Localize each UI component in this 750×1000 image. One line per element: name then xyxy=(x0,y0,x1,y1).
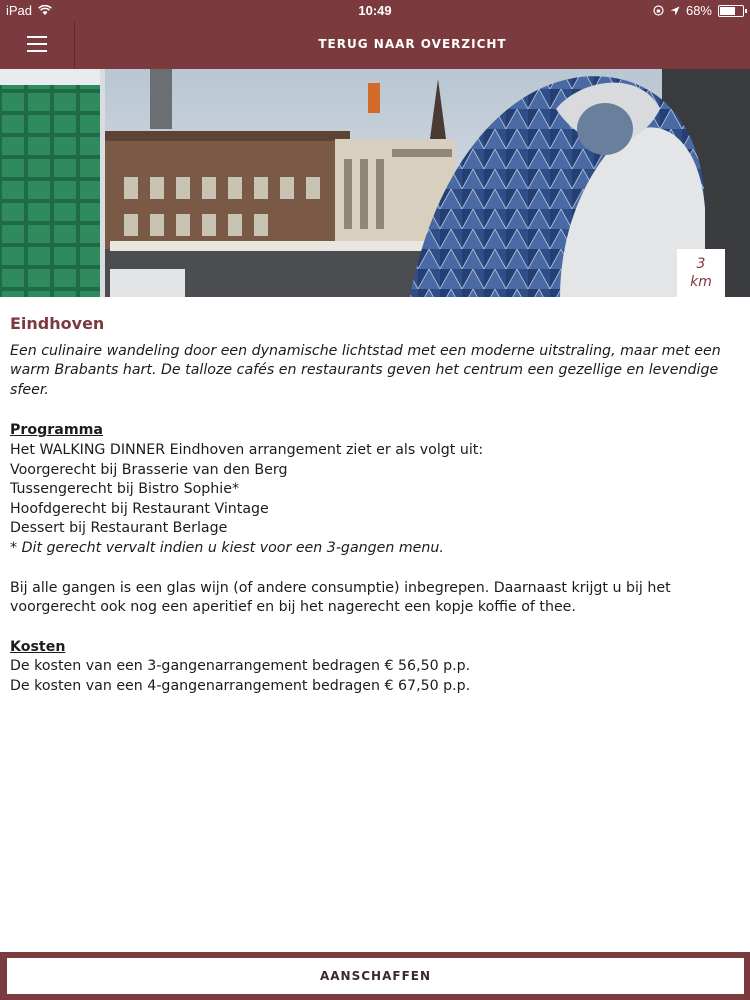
hamburger-icon-middle xyxy=(27,43,47,45)
nav-bar xyxy=(0,20,750,69)
status-time: 10:49 xyxy=(358,3,392,18)
program-heading: Programma xyxy=(10,422,104,439)
program-line: Voorgerecht bij Brasserie van den Berg xyxy=(10,461,288,478)
costs-heading: Kosten xyxy=(10,638,66,655)
spacer xyxy=(10,559,730,579)
hero-image xyxy=(0,69,750,297)
back-to-overview-link[interactable]: TERUG NAAR OVERZICHT xyxy=(318,37,507,51)
battery-icon xyxy=(718,5,744,17)
page-title: Eindhoven xyxy=(10,314,105,333)
status-right xyxy=(653,3,744,18)
distance-badge xyxy=(677,249,725,297)
distance-value: 3 xyxy=(696,256,706,272)
battery-fill xyxy=(720,7,735,15)
battery-percent: 68% xyxy=(685,3,712,18)
costs-line: De kosten van een 4-gangenarrangement bedragen € 67,50 p.p. xyxy=(10,677,471,694)
hamburger-icon-bottom xyxy=(27,50,47,52)
distance-unit: km xyxy=(690,274,712,290)
program-line: Het WALKING DINNER Eindhoven arrangement ziet er als volgt uit: xyxy=(10,441,484,458)
hamburger-icon xyxy=(27,36,47,38)
device-label: iPad xyxy=(6,3,33,18)
program-line: Tussengerecht bij Bistro Sophie* xyxy=(10,481,240,498)
status-bar xyxy=(0,0,750,20)
program-line: Dessert bij Restaurant Berlage xyxy=(10,520,228,537)
intro-text: Een culinaire wandeling door een dynamische lichtstad met een moderne uitstraling, maar met een warm Brabants hart. De talloze cafés en restaurants geven het centrum een gezellige en levendige sfeer. xyxy=(10,342,721,398)
walk-details xyxy=(10,314,730,697)
program-note: * Dit gerecht vervalt indien u kiest voor een 3-gangen menu. xyxy=(10,539,444,556)
orientation-lock-icon xyxy=(653,5,664,16)
menu-button[interactable] xyxy=(0,20,74,69)
included-text: Bij alle gangen is een glas wijn (of andere consumptie) inbegrepen. Daarnaast krijgt u bij het voorgerecht ook nog een aperitief en bij het nagerecht een kopje koffie of thee. xyxy=(10,579,671,616)
location-icon xyxy=(670,6,680,16)
costs-line: De kosten van een 3-gangenarrangement bedragen € 56,50 p.p. xyxy=(10,658,471,675)
program-line: Hoofdgerecht bij Restaurant Vintage xyxy=(10,500,269,517)
city-photo xyxy=(0,69,750,297)
buy-button[interactable]: AANSCHAFFEN xyxy=(7,958,744,994)
spacer xyxy=(10,618,730,638)
